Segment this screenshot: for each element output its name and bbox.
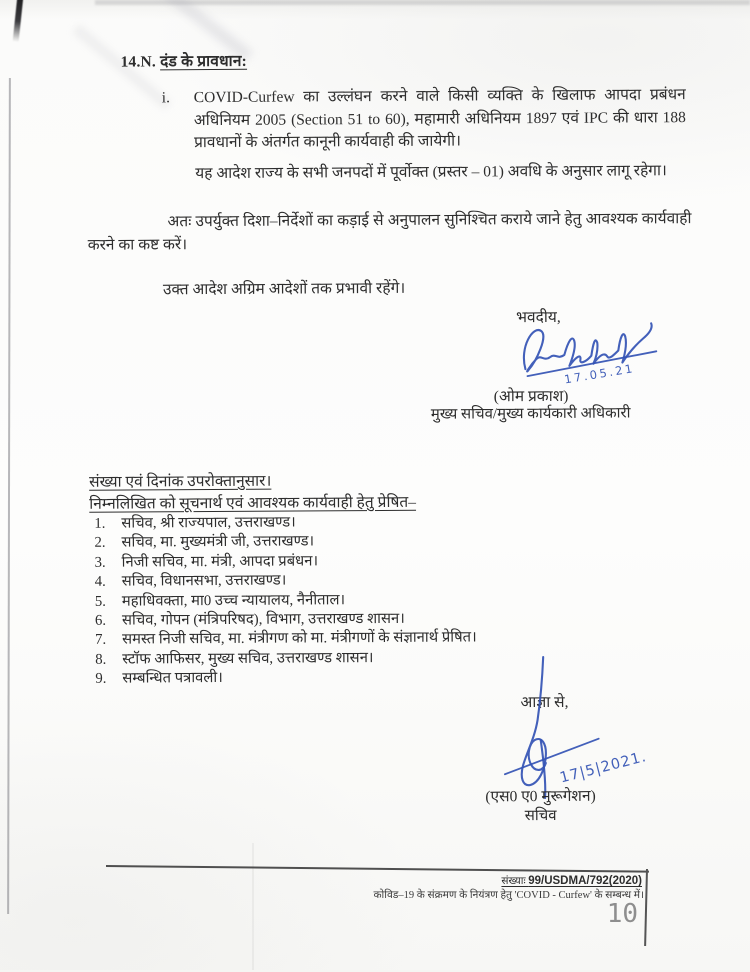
signer2-title: सचिव [423,804,658,825]
distribution-item-text: समस्त निजी सचिव, मा. मंत्रीगण को मा. मंत्रीगणों के संज्ञानार्थ प्रेषित। [122,629,477,651]
signer1-title: मुख्य सचिव/मुख्य कार्यकारी अधिकारी [406,402,656,424]
clause-marker: i. [162,87,194,155]
distribution-item-text: निजी सचिव, मा. मंत्री, आपदा प्रबंधन। [122,552,319,573]
distribution-item-text: सचिव, मा. मुख्यमंत्री जी, उत्तराखण्ड। [121,533,314,554]
section-title: दंड के प्रावधान: [160,53,247,71]
distribution-item-number: 1. [94,515,121,535]
distribution-item-text: महाधिवक्ता, मा0 उच्च न्यायालय, नैनीताल। [122,591,345,612]
footer-reference [300,871,642,889]
distribution-item-number: 2. [94,534,121,554]
distribution-item-number: 6. [95,612,122,632]
distribution-item-text: स्टॉफ आफिसर, मुख्य सचिव, उत्तराखण्ड शासन। [122,649,373,670]
distribution-item-number: 9. [95,670,122,690]
by-order-lead-in: आज्ञा से, [520,690,568,712]
signer1-name: (ओम प्रकाश) [409,383,654,406]
distribution-item-text: सचिव, गोपन (मंत्रिपरिषद), विभाग, उत्तराखण्ड शासन। [122,610,405,631]
distribution-item-number: 4. [95,573,122,593]
section-heading [120,49,247,72]
clause-text: COVID-Curfew का उल्लंघन करने वाले किसी व्यक्ति के खिलाफ आपदा प्रबंधन अधिनियम 2005 (Section 51 to 60), महामारी अधिनियम 1897 एवं IPC की धारा 188 प्रावधानों के अंतर्गत कानूनी कार्यवाही की जायेगी। [194,84,686,155]
paragraph-applicability: यह आदेश राज्य के सभी जनपदों में पूर्वोक्त (प्रस्तर – 01) अवधि के अनुसार लागू रहेगा। [195,160,693,186]
distribution-item-text: सचिव, विधानसभा, उत्तराखण्ड। [122,572,287,592]
signature-date-2: 17|5|2021. [558,749,648,787]
distribution-item-text: सम्बन्धित पत्रावली। [122,669,223,689]
distribution-item-number: 8. [95,650,122,670]
clause-i [162,84,686,155]
footer-ref-value: 99/USDMA/792(2020) [528,875,642,887]
paragraph-compliance: अतः उपर्युक्त दिशा–निर्देशों का कड़ाई से अनुपालन सुनिश्चित कराये जाने हेतु आवश्यक कार्यवाही करने का कष्ट करें। [87,208,691,257]
distribution-item-text: सचिव, श्री राज्यपाल, उत्तराखण्ड। [121,514,295,534]
distribution-item-number: 7. [95,631,122,651]
paragraph-effective: उक्त आदेश अग्रिम आदेशों तक प्रभावी रहेंगे। [163,278,405,302]
page-number: 10 [558,899,638,929]
footer-subject-line: कोविड–19 के संक्रमण के नियंत्रण हेतु 'COVID - Curfew' के सम्बन्ध में। [280,888,644,902]
signer2-name: (एस0 ए0 मुरूगेशन) [423,783,658,806]
signature-date-1: 17.05.21 [563,361,636,386]
distribution-item-number: 5. [95,592,122,612]
valediction: भवदीय, [516,305,561,327]
distribution-heading: निम्नलिखित को सूचनार्थ एवं आवश्यक कार्यवाही हेतु प्रेषित– [89,490,416,514]
signature-om-prakash [421,312,661,391]
distribution-item-number: 3. [95,553,122,573]
section-number: 14.N. [120,53,156,70]
footer-ref-label: संख्याः [501,876,528,887]
reference-line-number-date: संख्या एवं दिनांक उपरोक्तानुसार। [89,469,271,492]
